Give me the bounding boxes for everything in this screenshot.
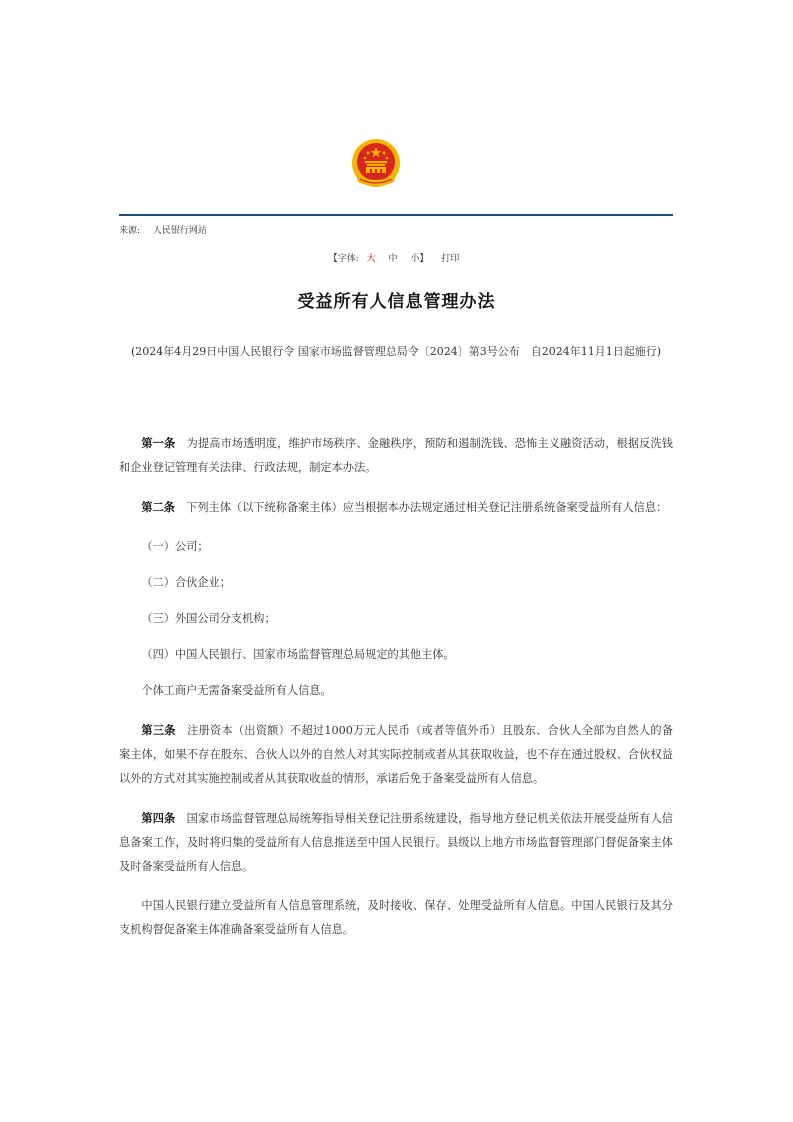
- article-label: 第四条: [141, 811, 176, 825]
- article-subtitle: (2024年4月29日中国人民银行令 国家市场监督管理总局令〔2024〕第3号公布 自2024年11月1日起施行): [130, 345, 662, 358]
- article-label: 第二条: [141, 500, 175, 514]
- article-body: [119, 431, 673, 957]
- source-line: [119, 223, 217, 236]
- source-value: 人民银行网站: [152, 226, 207, 236]
- source-label: 来源:: [119, 226, 141, 236]
- article-text: 注册资本（出资额）不超过1000万元人民币（或者等值外币）且股东、合伙人全部为自然人的备案主体，如果不存在股东、合伙人以外的自然人对其实际控制或者从其获取收益，也不存在通过股权、合伙权益以外的方式对其实施控制或者从其获取收益的情形，承诺后免于备案受益所有人信息。: [119, 724, 673, 785]
- article-label: 第三条: [141, 723, 176, 737]
- article-paragraph: 中国人民银行建立受益所有人信息管理系统，及时接收、保存、处理受益所有人信息。中国人民银行及其分支机构督促备案主体准确备案受益所有人信息。: [119, 899, 673, 936]
- national-emblem-icon: [350, 138, 402, 192]
- article-text: 为提高市场透明度，维护市场秩序、金融秩序，预防和遏制洗钱、恐怖主义融资活动，根据反洗钱和企业登记管理有关法律、行政法规，制定本办法。: [119, 437, 673, 474]
- list-item: （二）合伙企业；: [141, 576, 231, 589]
- font-size-medium-link[interactable]: 中: [388, 254, 398, 264]
- article-paragraph: [119, 431, 673, 480]
- article-paragraph: 个体工商户无需备案受益所有人信息。: [141, 684, 332, 697]
- header-divider: [119, 214, 673, 216]
- list-item: （四）中国人民银行、国家市场监督管理总局规定的其他主体。: [141, 648, 455, 661]
- page-title: 受益所有人信息管理办法: [297, 292, 496, 312]
- article-paragraph: [119, 718, 673, 791]
- font-controls-prefix: 【字体:: [328, 254, 359, 264]
- list-item: （一）公司；: [141, 540, 209, 553]
- font-size-small-link[interactable]: 小】: [410, 254, 429, 264]
- article-text: 下列主体（以下统称备案主体）应当根据本办法规定通过相关登记注册系统备案受益所有人信息：: [186, 501, 668, 514]
- article-label: 第一条: [141, 436, 176, 450]
- article-paragraph: [119, 806, 673, 879]
- article-paragraph: [119, 495, 673, 520]
- font-size-large-link[interactable]: 大: [366, 254, 376, 264]
- list-item: （三）外国公司分支机构；: [141, 612, 276, 625]
- font-size-controls: [0, 251, 793, 264]
- article-text: 国家市场监督管理总局统筹指导相关登记注册系统建设，指导地方登记机关依法开展受益所有人信息备案工作，及时将归集的受益所有人信息推送至中国人民银行。县级以上地方市场监督管理部门督促备案主体及时备案受益所有人信息。: [119, 812, 673, 873]
- print-link[interactable]: 打印: [441, 254, 460, 264]
